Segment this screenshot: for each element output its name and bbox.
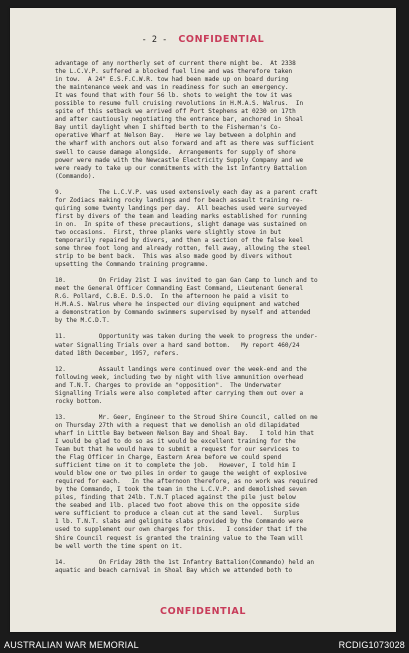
paragraph xyxy=(55,60,385,181)
text-line: the L.C.V.P. suffered a blocked fuel line and was therefore taken xyxy=(55,68,293,76)
text-line: in tow. A 24" E.S.F.C.W.R. tow had been made up on board during xyxy=(55,76,289,84)
caption-source: AUSTRALIAN WAR MEMORIAL xyxy=(4,640,139,650)
text-line: a demonstration by Commando swimmers supervised by myself and attended xyxy=(55,309,311,317)
paragraph-gap xyxy=(55,358,385,366)
text-line: rocky bottom. xyxy=(55,397,103,405)
text-line: 14. On Friday 28th the 1st Infantry Battalion(Commando) held an xyxy=(55,558,315,566)
paragraph xyxy=(55,559,385,575)
text-line: It was found that with four 56 lb. shots to weight the tow it was xyxy=(55,92,293,100)
page-header xyxy=(10,34,396,45)
text-line: the seabed and 1lb. placed two foot above this on the opposite side xyxy=(55,502,300,510)
text-line: required for each. In the afternoon therefore, as no work was required xyxy=(55,478,318,486)
text-line: power were made with the Newcastle Electricity Supply Company and we xyxy=(55,156,304,164)
text-line: sufficient time on it to complete the job. However, I told him I xyxy=(55,462,296,470)
text-line: aquatic and beach carnival in Shoal Bay which we attended both to xyxy=(55,566,293,574)
text-line: 10. On Friday 21st I was invited to gan Gan Camp to lunch and to xyxy=(55,277,318,285)
paragraph-gap xyxy=(55,325,385,333)
text-line: some three foot long and already rotten, fell away, allowing the steel xyxy=(55,245,311,253)
text-line: would blow one or two piles in order to gauge the weight of explosive xyxy=(55,470,307,478)
paragraph xyxy=(55,333,385,357)
text-line: the maintenance week and was in readiness for such an emergency. xyxy=(55,84,289,92)
text-line: 1 lb. T.N.T. slabs and gelignite slabs provided by the Commando were xyxy=(55,518,304,526)
text-line: Shire Council request is granted the training value to the Team will xyxy=(55,534,304,542)
text-line: R.G. Pollard, C.B.E. D.S.O. In the afternoon he paid a visit to xyxy=(55,293,289,301)
text-line: I would be glad to do so as it would be excellent training for the xyxy=(55,437,296,445)
text-line: water Signalling Trials over a hard sand bottom. My report 460/24 xyxy=(55,341,300,349)
caption-bar xyxy=(0,637,409,653)
text-line: piles, finding that 24lb. T.N.T placed against the pile just below xyxy=(55,494,296,502)
text-line: 11. Opportunity was taken during the week to progress the under- xyxy=(55,333,318,341)
text-line: 12. Assault landings were continued over the week-end and the xyxy=(55,365,307,373)
text-line: were sufficient to produce a clean cut at the sand level. Surplus xyxy=(55,510,300,518)
text-line: meet the General Officer Commanding East Command, Lieutenant General xyxy=(55,285,304,293)
text-line: upsetting the Commando training programme. xyxy=(55,261,209,269)
text-line: strip to be bent back. This was also made good by divers without xyxy=(55,253,293,261)
text-line: the wharf with anchors out also forward and aft as there was sufficient xyxy=(55,140,315,148)
classification-stamp-top: CONFIDENTIAL xyxy=(178,34,265,45)
text-line: the Flag Officer in Charge, Eastern Area before we could spend xyxy=(55,454,282,462)
document-body xyxy=(55,60,385,575)
text-line: used to supplement our own charges for this. I consider that if the xyxy=(55,526,307,534)
text-line: by the Commando, I took the team in the L.C.V.P. and demolished seven xyxy=(55,486,307,494)
paragraph xyxy=(55,414,385,551)
paragraph-gap xyxy=(55,269,385,277)
text-line: in on. In spite of these precautions, slight damage was sustained on xyxy=(55,220,307,228)
text-line: temporarily repaired by divers, and then a section of the false keel xyxy=(55,236,304,244)
text-line: 9. The L.C.V.P. was used extensively each day as a parent craft xyxy=(55,188,318,196)
text-line: following week, including two by night with live ammunition overhead xyxy=(55,373,304,381)
text-line: dated 18th December, 1957, refers. xyxy=(55,349,180,357)
text-line: wharf in Little Bay between Nelson Bay and Shoal Bay. I told him that xyxy=(55,429,315,437)
text-line: for Zodiacs making rocky landings and for beach assault training re- xyxy=(55,196,304,204)
text-line: be well worth the time spent on it. xyxy=(55,542,183,550)
text-line: Bay until daylight when I shifted berth to the Fisherman's Co- xyxy=(55,124,282,132)
caption-record-id: RCDIG1073028 xyxy=(338,640,405,650)
paragraph xyxy=(55,366,385,406)
text-line: first by divers of the team and leading marks established for running xyxy=(55,212,307,220)
classification-stamp-bottom: CONFIDENTIAL xyxy=(160,606,246,617)
text-line: were ready to take up our commitments with the 1st Infantry Battalion xyxy=(55,164,307,172)
text-line: advantage of any northerly set of current there might be. At 2338 xyxy=(55,60,296,67)
text-line: H.M.A.S. Walrus where he inspected our diving equipment and watched xyxy=(55,301,300,309)
document-page xyxy=(10,8,396,632)
text-line: operative Wharf at Nelson Bay. Here we lay between a dolphin and xyxy=(55,132,296,140)
text-line: possible to resume full cruising revolutions in H.M.A.S. Walrus. In xyxy=(55,100,304,108)
page-footer xyxy=(10,606,396,617)
text-line: on Thursday 27th with a request that we demolish an old dilapidated xyxy=(55,421,300,429)
text-line: swell to cause damage alongside. Arrangements for supply of shore xyxy=(55,148,296,156)
page-number: - 2 - xyxy=(141,35,168,45)
text-line: and after cautiously negotiating the entrance bar, anchored in Shoal xyxy=(55,116,304,124)
paragraph xyxy=(55,277,385,325)
text-line: (Commando). xyxy=(55,172,96,180)
text-line: and T.N.T. Charges to provide an "opposition". The Underwater xyxy=(55,381,282,389)
paragraph-gap xyxy=(55,406,385,414)
text-line: quiring some twenty landings per day. All beaches used were surveyed xyxy=(55,204,307,212)
text-line: spite of this setback we arrived off Port Stephens at 0230 on 17th xyxy=(55,108,296,116)
paragraph-gap xyxy=(55,551,385,559)
text-line: by the M.C.D.T. xyxy=(55,317,110,325)
paragraph xyxy=(55,189,385,269)
text-line: Team but that he would have to submit a request for our services to xyxy=(55,446,300,454)
text-line: two occasions. First, three planks were slightly stove in but xyxy=(55,228,282,236)
text-line: Signalling Trials were also completed after carrying them out over a xyxy=(55,389,304,397)
text-line: 13. Mr. Geer, Engineer to the Stroud Shire Council, called on me xyxy=(55,413,318,421)
paragraph-gap xyxy=(55,181,385,189)
